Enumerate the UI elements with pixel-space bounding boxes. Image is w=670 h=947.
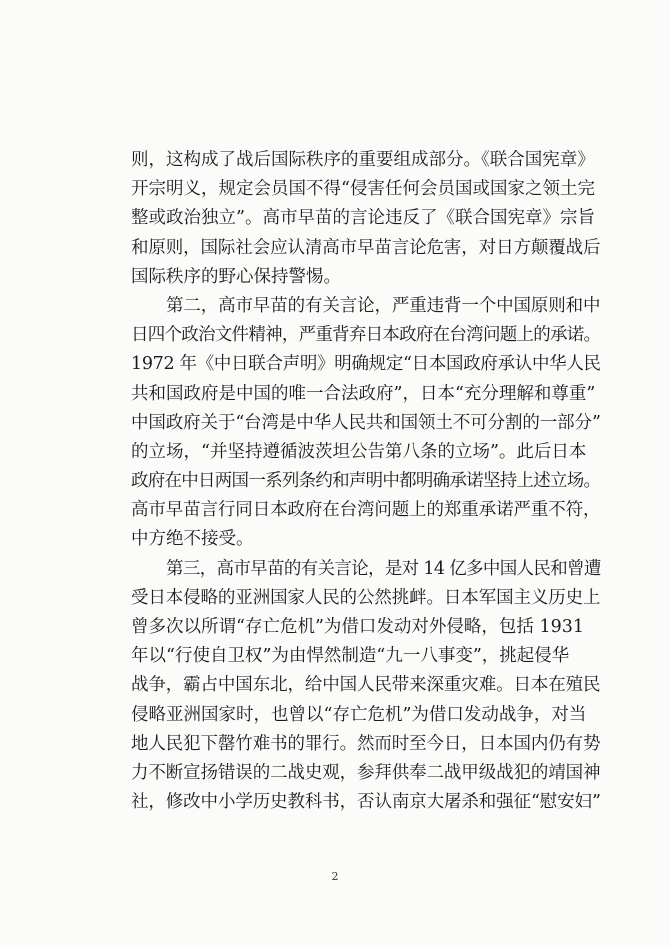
text-line: 地人民犯下罄竹难书的罪行。然而时至今日，日本国内仍有势 (131, 733, 601, 754)
text-line: 日四个政治文件精神，严重背弃日本政府在台湾问题上的承诺。 (131, 325, 601, 346)
text-line: 第三，高市早苗的有关言论，是对 14 亿多中国人民和曾遭 (166, 558, 601, 579)
text-line: 共和国政府是中国的唯一合法政府”，日本“充分理解和尊重” (131, 383, 596, 404)
text-line: 1972 年《中日联合声明》明确规定“日本国政府承认中华人民 (131, 354, 601, 375)
text-line: 国际秩序的野心保持警惕。 (131, 266, 341, 287)
text-line: 和原则，国际社会应认清高市早苗言论危害，对日方颠覆战后 (131, 237, 601, 258)
text-line: 开宗明义，规定会员国不得“侵害任何会员国或国家之领土完 (131, 179, 595, 200)
text-line: 力不断宣扬错误的二战史观，参拜供奉二战甲级战犯的靖国神 (131, 762, 601, 783)
text-line: 则，这构成了战后国际秩序的重要组成部分。《联合国宪章》 (131, 150, 595, 170)
body-text (131, 146, 601, 817)
page-number: 2 (331, 870, 339, 883)
text-line: 中国政府关于“台湾是中华人民共和国领土不可分割的一部分” (131, 412, 601, 433)
text-line: 整或政治独立”。高市早苗的言论违反了《联合国宪章》宗旨 (131, 208, 595, 229)
text-line: 的立场，“并坚持遵循波茨坦公告第八条的立场”。此后日本 (131, 441, 587, 462)
text-line: 中方绝不接受。 (131, 529, 254, 550)
text-line: 第二，高市早苗的有关言论，严重违背一个中国原则和中 (166, 295, 601, 316)
text-line: 年以“行使自卫权”为由悍然制造“九一八事变”，挑起侵华 (131, 646, 570, 667)
text-line: 政府在中日两国一系列条约和声明中都明确承诺坚持上述立场。 (131, 471, 601, 492)
text-line: 受日本侵略的亚洲国家人民的公然挑衅。日本军国主义历史上 (131, 587, 601, 608)
text-line: 侵略亚洲国家时，也曾以“存亡危机”为借口发动战争，对当 (131, 704, 587, 725)
text-line: 社，修改中小学历史教科书，否认南京大屠杀和强征“慰安妇” (131, 792, 601, 813)
text-line: 高市早苗言行同日本政府在台湾问题上的郑重承诺严重不符， (131, 500, 601, 521)
text-line: 曾多次以所谓“存亡危机”为借口发动对外侵略，包括 1931 (131, 617, 584, 637)
text-line: 战争，霸占中国东北，给中国人民带来深重灾难。日本在殖民 (131, 675, 601, 696)
